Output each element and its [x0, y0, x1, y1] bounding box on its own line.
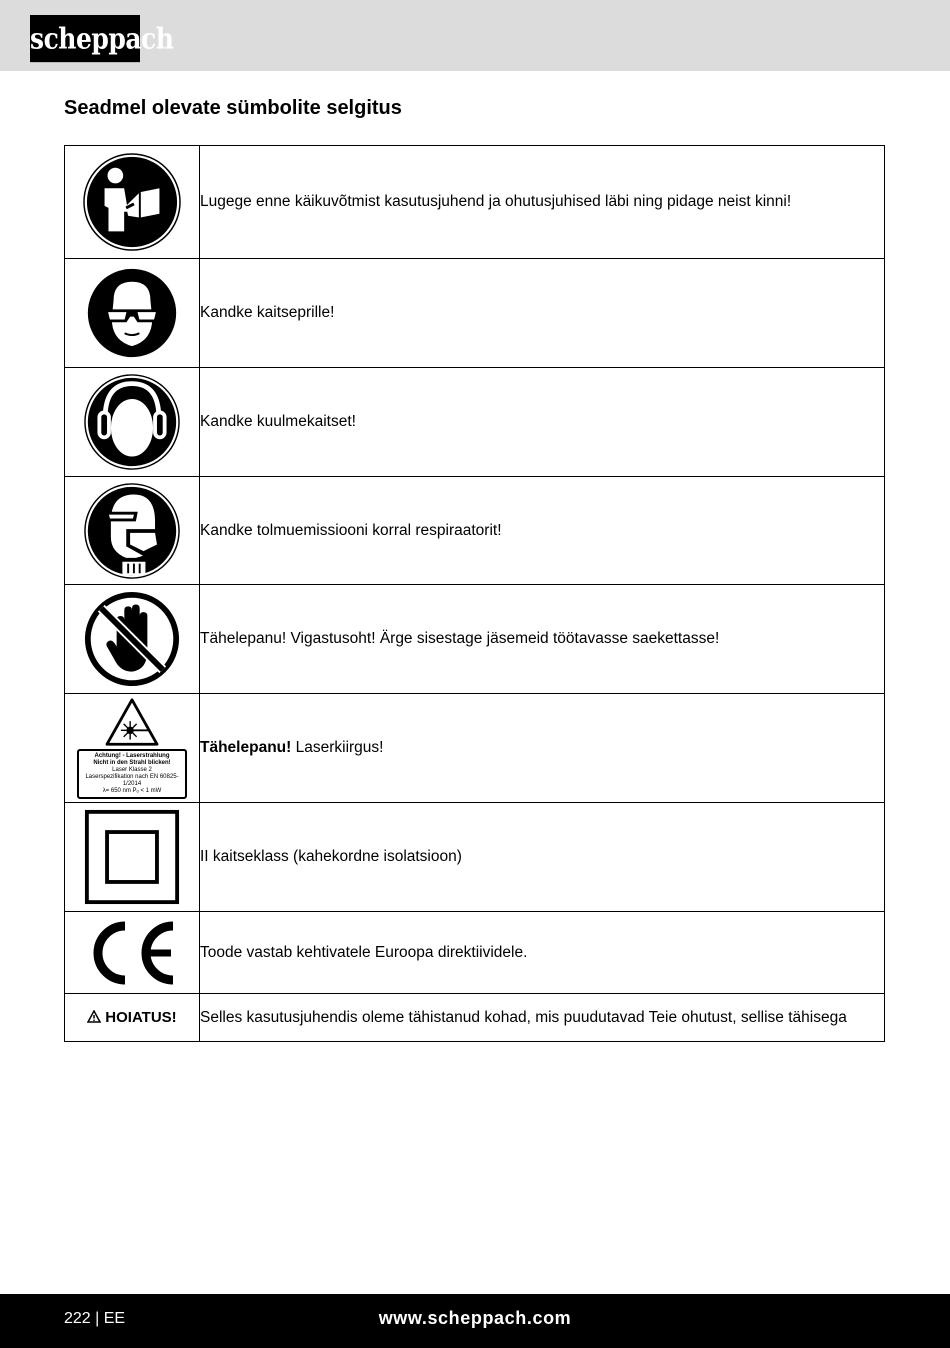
- laser-triangle-icon: [104, 697, 160, 747]
- table-row: [65, 146, 885, 259]
- icon-cell: [65, 585, 200, 694]
- icon-cell: [65, 368, 200, 477]
- website-link[interactable]: www.scheppach.com: [378, 1308, 572, 1328]
- icon-cell: [65, 146, 200, 259]
- warning-triangle-icon: [87, 1010, 101, 1023]
- row-text: II kaitseklass (kahekordne isolatsioon): [200, 803, 885, 912]
- warning-label-text: HOIATUS!: [105, 1008, 177, 1026]
- laser-label-line: λ= 650 nm Pₒ < 1 mW: [102, 788, 162, 794]
- symbols-table: [64, 145, 885, 1042]
- row-text: Selles kasutusjuhendis oleme tähistanud kohad, mis puudutavad Teie ohutust, sellise tähisega: [200, 994, 885, 1042]
- row-text-rest: Laserkiirgus!: [291, 739, 384, 756]
- table-row: [65, 912, 885, 994]
- icon-cell: [65, 912, 200, 994]
- respirator-icon: [84, 483, 180, 579]
- row-text-bold: Tähelepanu!: [200, 739, 292, 756]
- icon-cell: [65, 994, 200, 1042]
- row-text: [200, 694, 885, 803]
- ear-protection-icon: [84, 374, 180, 470]
- double-insulation-icon: [84, 809, 180, 905]
- scheppach-logo: scheppach: [30, 15, 140, 62]
- row-text: Kandke tolmuemissiooni korral respiraatorit!: [200, 477, 885, 585]
- table-row: [65, 585, 885, 694]
- table-row: [65, 368, 885, 477]
- row-text: Kandke kaitseprille!: [200, 259, 885, 368]
- row-text: Tähelepanu! Vigastusoht! Ärge sisestage jäsemeid töötavasse saekettasse!: [200, 585, 885, 694]
- row-text: Kandke kuulmekaitset!: [200, 368, 885, 477]
- laser-label-line: Laserspezifikation nach EN 60825-1/2014: [85, 774, 179, 787]
- icon-cell: [65, 259, 200, 368]
- page-number: 222 | EE: [64, 1310, 126, 1327]
- read-manual-icon: [83, 153, 181, 251]
- table-row: [65, 259, 885, 368]
- table-row: [65, 477, 885, 585]
- page-footer: [0, 1294, 950, 1348]
- laser-label: [77, 749, 187, 799]
- icon-cell: [65, 477, 200, 585]
- icon-cell: [65, 694, 200, 803]
- table-row: [65, 803, 885, 912]
- page-title: Seadmel olevate sümbolite selgitus: [64, 97, 402, 119]
- laser-label-line: Laser Klasse 2: [112, 767, 152, 773]
- warning-label: [87, 1009, 176, 1026]
- no-hands-icon: [84, 591, 180, 687]
- page-header: [0, 0, 950, 71]
- laser-warning-icon: [77, 697, 187, 799]
- safety-goggles-icon: [86, 267, 178, 359]
- row-text: Toode vastab kehtivatele Euroopa direktiividele.: [200, 912, 885, 994]
- row-text: Lugege enne käikuvõtmist kasutusjuhend ja ohutusjuhised läbi ning pidage neist kinni!: [200, 146, 885, 259]
- ce-mark-icon: [85, 920, 179, 986]
- table-row: [65, 994, 885, 1042]
- laser-label-line: Nicht in den Strahl blicken!: [93, 760, 171, 766]
- table-row: [65, 694, 885, 803]
- laser-label-line: Achtung! - Laserstrahlung: [94, 753, 170, 759]
- icon-cell: [65, 803, 200, 912]
